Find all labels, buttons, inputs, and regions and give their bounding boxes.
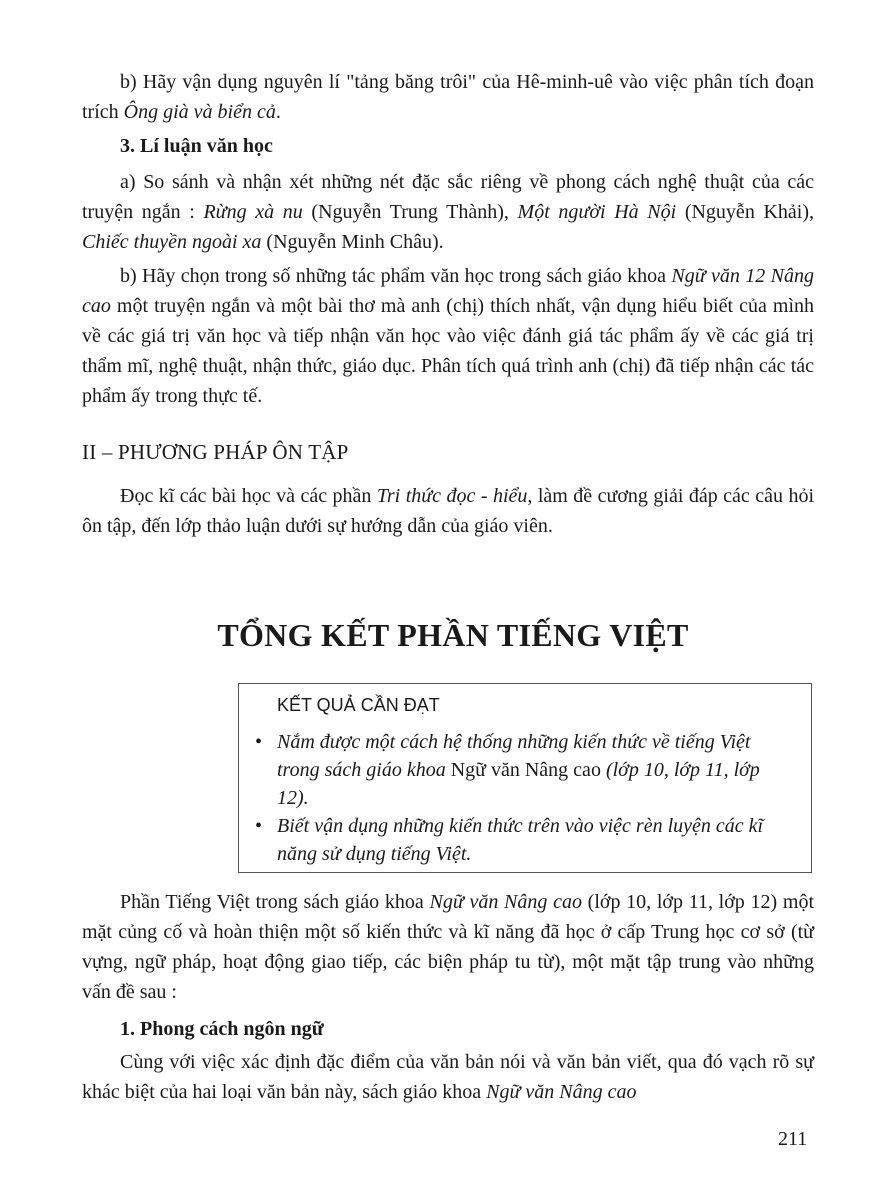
goal-item: • Biết vận dụng những kiến thức trên vào việc rèn luyện các kĩ năng sử dụng tiếng Việt. bbox=[277, 812, 789, 868]
section-name: Tri thức đọc - hiểu bbox=[376, 485, 528, 507]
book-title: Ngữ văn Nâng cao bbox=[429, 891, 582, 913]
book-title: Ngữ văn 12 Nâng cao bbox=[82, 265, 814, 317]
work-title: Rừng xà nu bbox=[203, 201, 303, 223]
paragraph-language-style: Cùng với việc xác định đặc điểm của văn bản nói và văn bản viết, qua đó vạch rõ sự khác biệt của hai loại văn bản này, sách giáo khoa Ngữ văn Nâng cao bbox=[82, 1051, 814, 1103]
heading-language-style: 1. Phong cách ngôn ngữ bbox=[120, 1018, 324, 1040]
book-title: Ngữ văn Nâng cao bbox=[450, 759, 601, 781]
goal-item: • Nắm được một cách hệ thống những kiến thức về tiếng Việt trong sách giáo khoa Ngữ văn Nâng cao (lớp 10, lớp 11, lớp 12). bbox=[277, 728, 789, 812]
chapter-title: TỔNG KẾT PHẦN TIẾNG VIỆT bbox=[217, 617, 689, 653]
paragraph-old-man-and-sea: b) Hãy vận dụng nguyên lí "tảng băng trôi" của Hê-minh-uê vào việc phân tích đoạn trích Ông già và biển cả. bbox=[82, 71, 814, 123]
learning-goals-box bbox=[238, 683, 812, 873]
paragraph-literary-theory-b: b) Hãy chọn trong số những tác phẩm văn học trong sách giáo khoa Ngữ văn 12 Nâng cao một truyện ngắn và một bài thơ mà anh (chị) thích nhất, vận dụng hiểu biết của mình về các giá trị văn học và tiếp nhận văn học vào việc đánh giá tác phẩm ấy về các giá trị thẩm mĩ, nghệ thuật, nhận thức, giáo dục. Phân tích quá trình anh (chị) đã tiếp nhận các tác phẩm ấy trong thực tế. bbox=[82, 265, 814, 407]
goals-label: KẾT QUẢ CẦN ĐẠT bbox=[277, 695, 440, 715]
heading-review-method: II – PHƯƠNG PHÁP ÔN TẬP bbox=[82, 440, 349, 464]
bullet-icon: • bbox=[255, 815, 263, 837]
work-title: Một người Hà Nội bbox=[517, 201, 677, 223]
heading-literary-theory: 3. Lí luận văn học bbox=[120, 135, 273, 157]
bullet-icon: • bbox=[255, 731, 263, 753]
book-title: Ngữ văn Nâng cao bbox=[486, 1081, 637, 1103]
paragraph-literary-theory-a: a) So sánh và nhận xét những nét đặc sắc riêng về phong cách nghệ thuật của các truyện ngắn : Rừng xà nu (Nguyễn Trung Thành), Một người Hà Nội (Nguyễn Khải), Chiếc thuyền ngoài xa (Nguyễn Minh Châu). bbox=[82, 171, 814, 253]
paragraph-review-method: Đọc kĩ các bài học và các phần Tri thức đọc - hiểu, làm đề cương giải đáp các câu hỏi ôn tập, đến lớp thảo luận dưới sự hướng dẫn của giáo viên. bbox=[82, 485, 815, 537]
work-title: Ông già và biển cả bbox=[123, 101, 276, 123]
work-title: Chiếc thuyền ngoài xa bbox=[82, 231, 262, 253]
page-number: 211 bbox=[778, 1128, 808, 1150]
paragraph-intro: Phần Tiếng Việt trong sách giáo khoa Ngữ văn Nâng cao (lớp 10, lớp 11, lớp 12) một mặt củng cố và hoàn thiện một số kiến thức và kĩ năng đã học ở cấp Trung học cơ sở (từ vựng, ngữ pháp, hoạt động giao tiếp, các biện pháp tu từ), một mặt tập trung vào những vấn đề sau : bbox=[82, 891, 814, 1003]
